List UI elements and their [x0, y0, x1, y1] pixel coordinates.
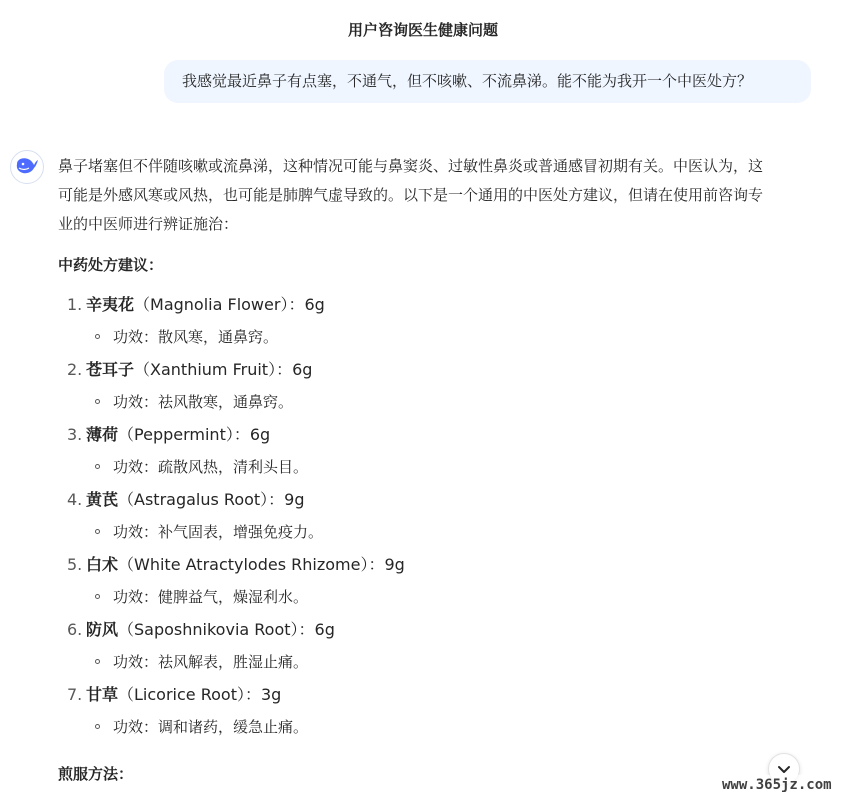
herb-number: 1. — [67, 295, 83, 314]
herb-detail: （Peppermint）：6g — [118, 425, 271, 444]
herb-name: 黄芪 — [86, 490, 119, 509]
herb-effect: 功效：补气固表，增强免疫力。 — [113, 523, 324, 541]
herb-name: 苍耳子 — [86, 360, 135, 379]
herb-detail: （Magnolia Flower）：6g — [134, 295, 325, 314]
bullet-icon — [95, 334, 100, 339]
herb-name: 白术 — [86, 555, 119, 574]
herb-item — [58, 288, 818, 353]
herb-item — [58, 678, 818, 743]
decoction-heading: 煎服方法： — [58, 765, 134, 783]
herb-effect: 功效：调和诸药，缓急止痛。 — [113, 718, 309, 736]
herb-effect: 功效：健脾益气，燥湿利水。 — [113, 588, 309, 606]
herb-detail: （Xanthium Fruit）：6g — [134, 360, 313, 379]
herb-effect: 功效：散风寒，通鼻窍。 — [113, 328, 279, 346]
chat-title: 用户咨询医生健康问题 — [347, 21, 498, 39]
whale-logo-icon — [15, 155, 39, 179]
herb-number: 4. — [67, 490, 83, 509]
herb-name: 辛夷花 — [86, 295, 135, 314]
herb-name: 防风 — [86, 620, 119, 639]
assistant-avatar — [10, 150, 44, 184]
intro-line: 业的中医师进行辨证施治： — [58, 215, 239, 233]
assistant-answer — [58, 152, 818, 743]
user-message-bubble: 我感觉最近鼻子有点塞，不通气，但不咳嗽、不流鼻涕。能不能为我开一个中医处方？ — [164, 60, 811, 103]
herb-detail: （Saposhnikovia Root）：6g — [118, 620, 335, 639]
bullet-icon — [95, 659, 100, 664]
herb-number: 5. — [67, 555, 83, 574]
herb-item — [58, 418, 818, 483]
bullet-icon — [95, 529, 100, 534]
herb-effect: 功效：祛风解表，胜湿止痛。 — [113, 653, 309, 671]
herb-detail: （Licorice Root）：3g — [118, 685, 282, 704]
herb-number: 6. — [67, 620, 83, 639]
herb-item — [58, 483, 818, 548]
bullet-icon — [95, 724, 100, 729]
herb-number: 2. — [67, 360, 83, 379]
herb-number: 3. — [67, 425, 83, 444]
herb-name: 薄荷 — [86, 425, 119, 444]
herb-item — [58, 613, 818, 678]
herb-number: 7. — [67, 685, 83, 704]
prescription-heading: 中药处方建议： — [58, 256, 164, 274]
bullet-icon — [95, 464, 100, 469]
herb-item — [58, 353, 818, 418]
herb-detail: （White Atractylodes Rhizome）：9g — [118, 555, 405, 574]
herb-detail: （Astragalus Root）：9g — [118, 490, 305, 509]
herb-effect: 功效：疏散风热，清利头目。 — [113, 458, 309, 476]
bullet-icon — [95, 399, 100, 404]
watermark: www.365jz.com — [722, 777, 832, 793]
herb-effect: 功效：祛风散寒，通鼻窍。 — [113, 393, 294, 411]
herb-list — [58, 288, 818, 743]
intro-line: 可能是外感风寒或风热，也可能是肺脾气虚导致的。以下是一个通用的中医处方建议，但请在使用前咨询专 — [58, 186, 764, 204]
intro-line: 鼻子堵塞但不伴随咳嗽或流鼻涕，这种情况可能与鼻窦炎、过敏性鼻炎或普通感冒初期有关。中医认为，这 — [58, 157, 764, 175]
herb-item — [58, 548, 818, 613]
herb-name: 甘草 — [86, 685, 119, 704]
bullet-icon — [95, 594, 100, 599]
